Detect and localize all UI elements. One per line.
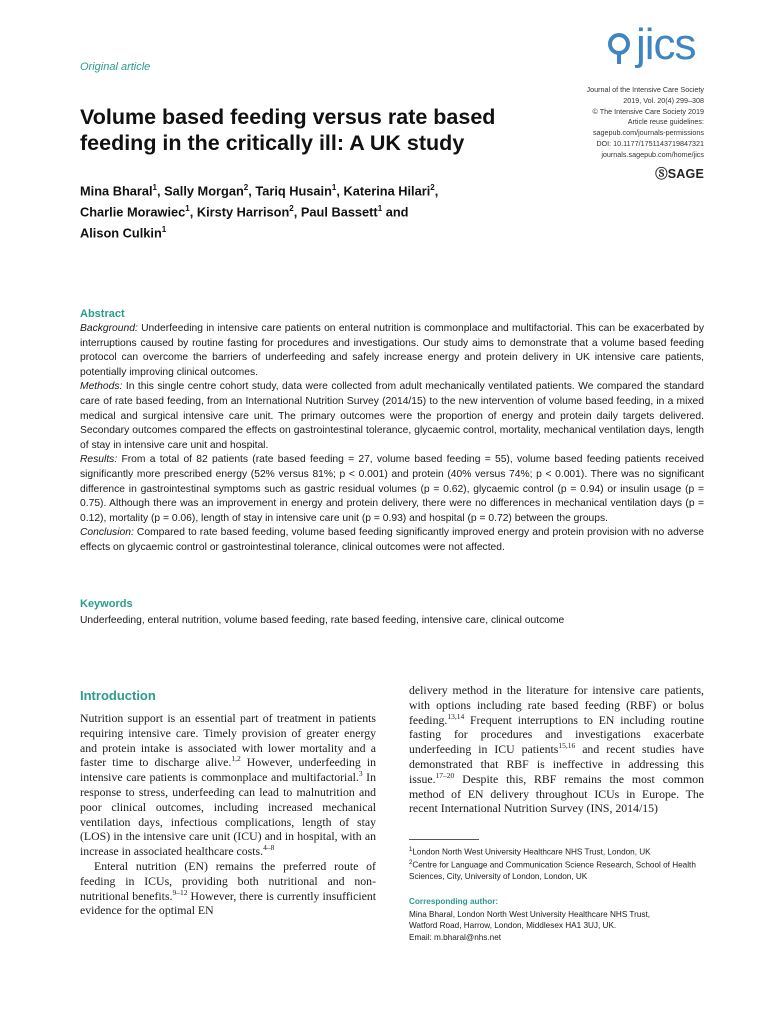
journal-name: Journal of the Intensive Care Society bbox=[586, 85, 704, 94]
citation[interactable]: 1,2 bbox=[231, 754, 241, 764]
intro-paragraph bbox=[80, 711, 376, 859]
affiliation-1 bbox=[409, 845, 709, 858]
keywords-heading: Keywords bbox=[80, 598, 133, 610]
body-text: However, underfeeding in intensive care patients is commonplace and multifactorial. bbox=[80, 755, 376, 785]
author-name: Alison Culkin bbox=[80, 224, 162, 240]
author-name: Kirsty Harrison bbox=[196, 204, 290, 220]
publisher-logo bbox=[655, 164, 704, 182]
abstract-heading: Abstract bbox=[80, 308, 125, 320]
citation[interactable]: 13,14 bbox=[447, 711, 465, 721]
keywords-text: Underfeeding, enteral nutrition, volume based feeding, rate based feeding, intensive care, clinical outcome bbox=[80, 615, 565, 626]
methods-label: Methods: bbox=[80, 381, 123, 393]
body-text: delivery method in the literature for intensive care patients, with options including rate based feeding (RBF) or bolus feeding. bbox=[409, 683, 704, 727]
abstract-body bbox=[80, 322, 704, 556]
author-affiliation: 2 bbox=[243, 183, 249, 192]
affiliation-text: London North West University Healthcare NHS Trust, London, UK bbox=[412, 847, 651, 857]
body-column-left bbox=[80, 711, 376, 918]
author-affiliation: 2 bbox=[430, 183, 435, 192]
publisher-name: SAGE bbox=[667, 167, 704, 181]
results-text: From a total of 82 patients (rate based feeding = 27, volume based feeding = 55), volume based feeding patients received significantly more prescribed energy (52% versus 81%; p < 0.001) and protein (40% versus 74%; p < 0.001). There was no significant difference in gastrointestinal symptoms such as gastric residual volumes (p = 0.62), glycaemic control (p = 0.94) or insulin usage (p = 0.75). Although there was an improvement in energy and protein delivery, there were no differences in mechanical ventilation days (p = 0.12), mortality (p = 0.06), length of stay in intensive care unit (p = 0.93) and hospital (p = 0.72) between the groups. bbox=[80, 454, 704, 524]
doi[interactable]: DOI: 10.1177/1751143719847321 bbox=[596, 138, 704, 148]
journal-volume: 2019, Vol. 20(4) 299–308 bbox=[623, 95, 704, 105]
permissions-link[interactable]: sagepub.com/journals-permissions bbox=[592, 128, 704, 138]
background-text: Underfeeding in intensive care patients on enteral nutrition is commonplace and multifactorial. This can be exacerbated by interruptions caused by routine fasting for procedures and investigations. Our study aims to demonstrate that a volume based feeding protocol can overcome the barriers of underfeeding and safely increase energy and protein delivery in UK intensive care patients, potentially improving clinical outcomes. bbox=[80, 323, 704, 378]
affiliation-2 bbox=[409, 858, 709, 883]
affiliation-number: 2 bbox=[409, 860, 413, 867]
body-text: Despite this, RBF remains the most common method of EN delivery throughout ICUs in Europe. The recent International Nutrition Survey (INS, 2014/15) bbox=[409, 771, 704, 816]
background-label: Background: bbox=[80, 323, 138, 334]
body-text: Frequent interruptions to EN including routine fasting for procedures and investigations exacerbate underfeeding in ICU patients bbox=[409, 712, 704, 757]
logo-mark-icon bbox=[606, 32, 632, 66]
conclusion-text: Compared to rate based feeding, volume based feeding significantly improved energy and protein provision with no adverse effects on glycaemic control or gastrointestinal tolerance, clinical outcomes were not affected. bbox=[80, 527, 704, 553]
citation[interactable]: 17–20 bbox=[435, 770, 455, 780]
corresponding-author-heading: Corresponding author: bbox=[409, 897, 499, 906]
body-text: However, there is currently insufficient evidence for the optimal EN bbox=[80, 888, 377, 918]
article-title: Volume based feeding versus rate based feeding in the critically ill: A UK study bbox=[80, 105, 496, 155]
logo-text: jics bbox=[636, 20, 696, 69]
body-column-right bbox=[409, 683, 704, 816]
affiliations bbox=[409, 845, 709, 883]
journal-logo bbox=[606, 20, 706, 74]
intro-paragraph bbox=[80, 859, 376, 918]
author-affiliation: 2 bbox=[289, 203, 294, 213]
body-text: Nutrition support is an essential part of treatment in patients requiring intensive care. Timely provision of greater energy and protein intake is associated with lower mortality and a faster time to discharge alive. bbox=[80, 711, 376, 770]
author-name: Tariq Husain bbox=[255, 183, 332, 199]
author-name: Katerina Hilari bbox=[343, 183, 431, 199]
introduction-heading: Introduction bbox=[80, 688, 156, 703]
body-text: and recent studies have demonstrated that RBF is ineffective in addressing this issue. bbox=[409, 742, 704, 786]
results-label: Results: bbox=[80, 454, 118, 466]
footnote-divider bbox=[409, 839, 479, 840]
body-text: Enteral nutrition (EN) remains the preferred route of feeding in ICUs, providing both nutritional and non-nutritional benefits. bbox=[80, 858, 376, 903]
affiliation-number: 1 bbox=[409, 847, 413, 853]
abstract-results bbox=[80, 453, 704, 526]
author-affiliation: 1 bbox=[377, 203, 383, 213]
citation[interactable]: 15,16 bbox=[558, 741, 576, 751]
author-name: Mina Bharal bbox=[80, 183, 153, 199]
citation[interactable]: 4–8 bbox=[263, 843, 275, 853]
corr-email[interactable]: Email: m.bharal@nhs.net bbox=[409, 932, 502, 942]
intro-paragraph bbox=[409, 683, 704, 816]
citation[interactable]: 9–12 bbox=[172, 887, 188, 897]
author-name: Sally Morgan bbox=[164, 183, 244, 199]
corr-address-line: Watford Road, Harrow, London, Middlesex HA1 3UJ, UK. bbox=[409, 921, 617, 931]
author-affiliation: 1 bbox=[152, 183, 157, 192]
abstract-background bbox=[80, 322, 704, 380]
citation[interactable]: 3 bbox=[358, 769, 363, 779]
corresponding-author bbox=[409, 909, 709, 943]
author-affiliation: 1 bbox=[331, 183, 337, 192]
author-name: Charlie Morawiec bbox=[80, 204, 186, 220]
author-name: Paul Bassett bbox=[300, 204, 378, 220]
journal-home-link[interactable]: journals.sagepub.com/home/jics bbox=[601, 149, 704, 159]
reuse-label: Article reuse guidelines: bbox=[627, 117, 704, 127]
body-text: In response to stress, underfeeding can lead to malnutrition and poor clinical outcomes, including increased mechanical ventilation days, infectious complications, length of stay (LOS) in the intensive care unit (ICU) and in hospital, with an increase in associated healthcare costs. bbox=[80, 770, 376, 859]
copyright: © The Intensive Care Society 2019 bbox=[592, 106, 704, 116]
abstract-methods bbox=[80, 380, 704, 453]
author-list: Mina Bharal$^1$, Sally Morgan$^2$, Tariq Husain$^1$, Katerina Hilari$^2$, Charlie Morawiec$^1$, Kirsty Harrison$^2$, Paul Bassett$^1$ and Alison Culkin$^1$ bbox=[80, 183, 439, 240]
author-affiliation: 1 bbox=[185, 203, 190, 213]
abstract-conclusion bbox=[80, 526, 704, 555]
corr-address-line: Mina Bharal, London North West University Healthcare NHS Trust, bbox=[409, 910, 651, 919]
conclusion-label: Conclusion: bbox=[80, 527, 134, 539]
author-affiliation: 1 bbox=[161, 224, 167, 234]
sage-icon: Ⓢ bbox=[655, 167, 668, 181]
affiliation-text: Centre for Language and Communication Science Research, School of Health Sciences, City, University of London, London, UK bbox=[409, 860, 696, 882]
methods-text: In this single centre cohort study, data were collected from adult mechanically ventilated patients. We compared the standard care of rate based feeding, from an International Nutrition Survey (2014/15) to the new intervention of volume based feeding, in a mixed medical and surgical intensive care unit. The primary outcomes were the proportion of energy and protein daily targets delivered. Secondary outcomes compared the effects on gastrointestinal tolerance, glycaemic control, mortality, mechanical ventilation days, length of stay in intensive care unit and hospital. bbox=[80, 381, 704, 451]
article-type: Original article bbox=[80, 61, 151, 73]
